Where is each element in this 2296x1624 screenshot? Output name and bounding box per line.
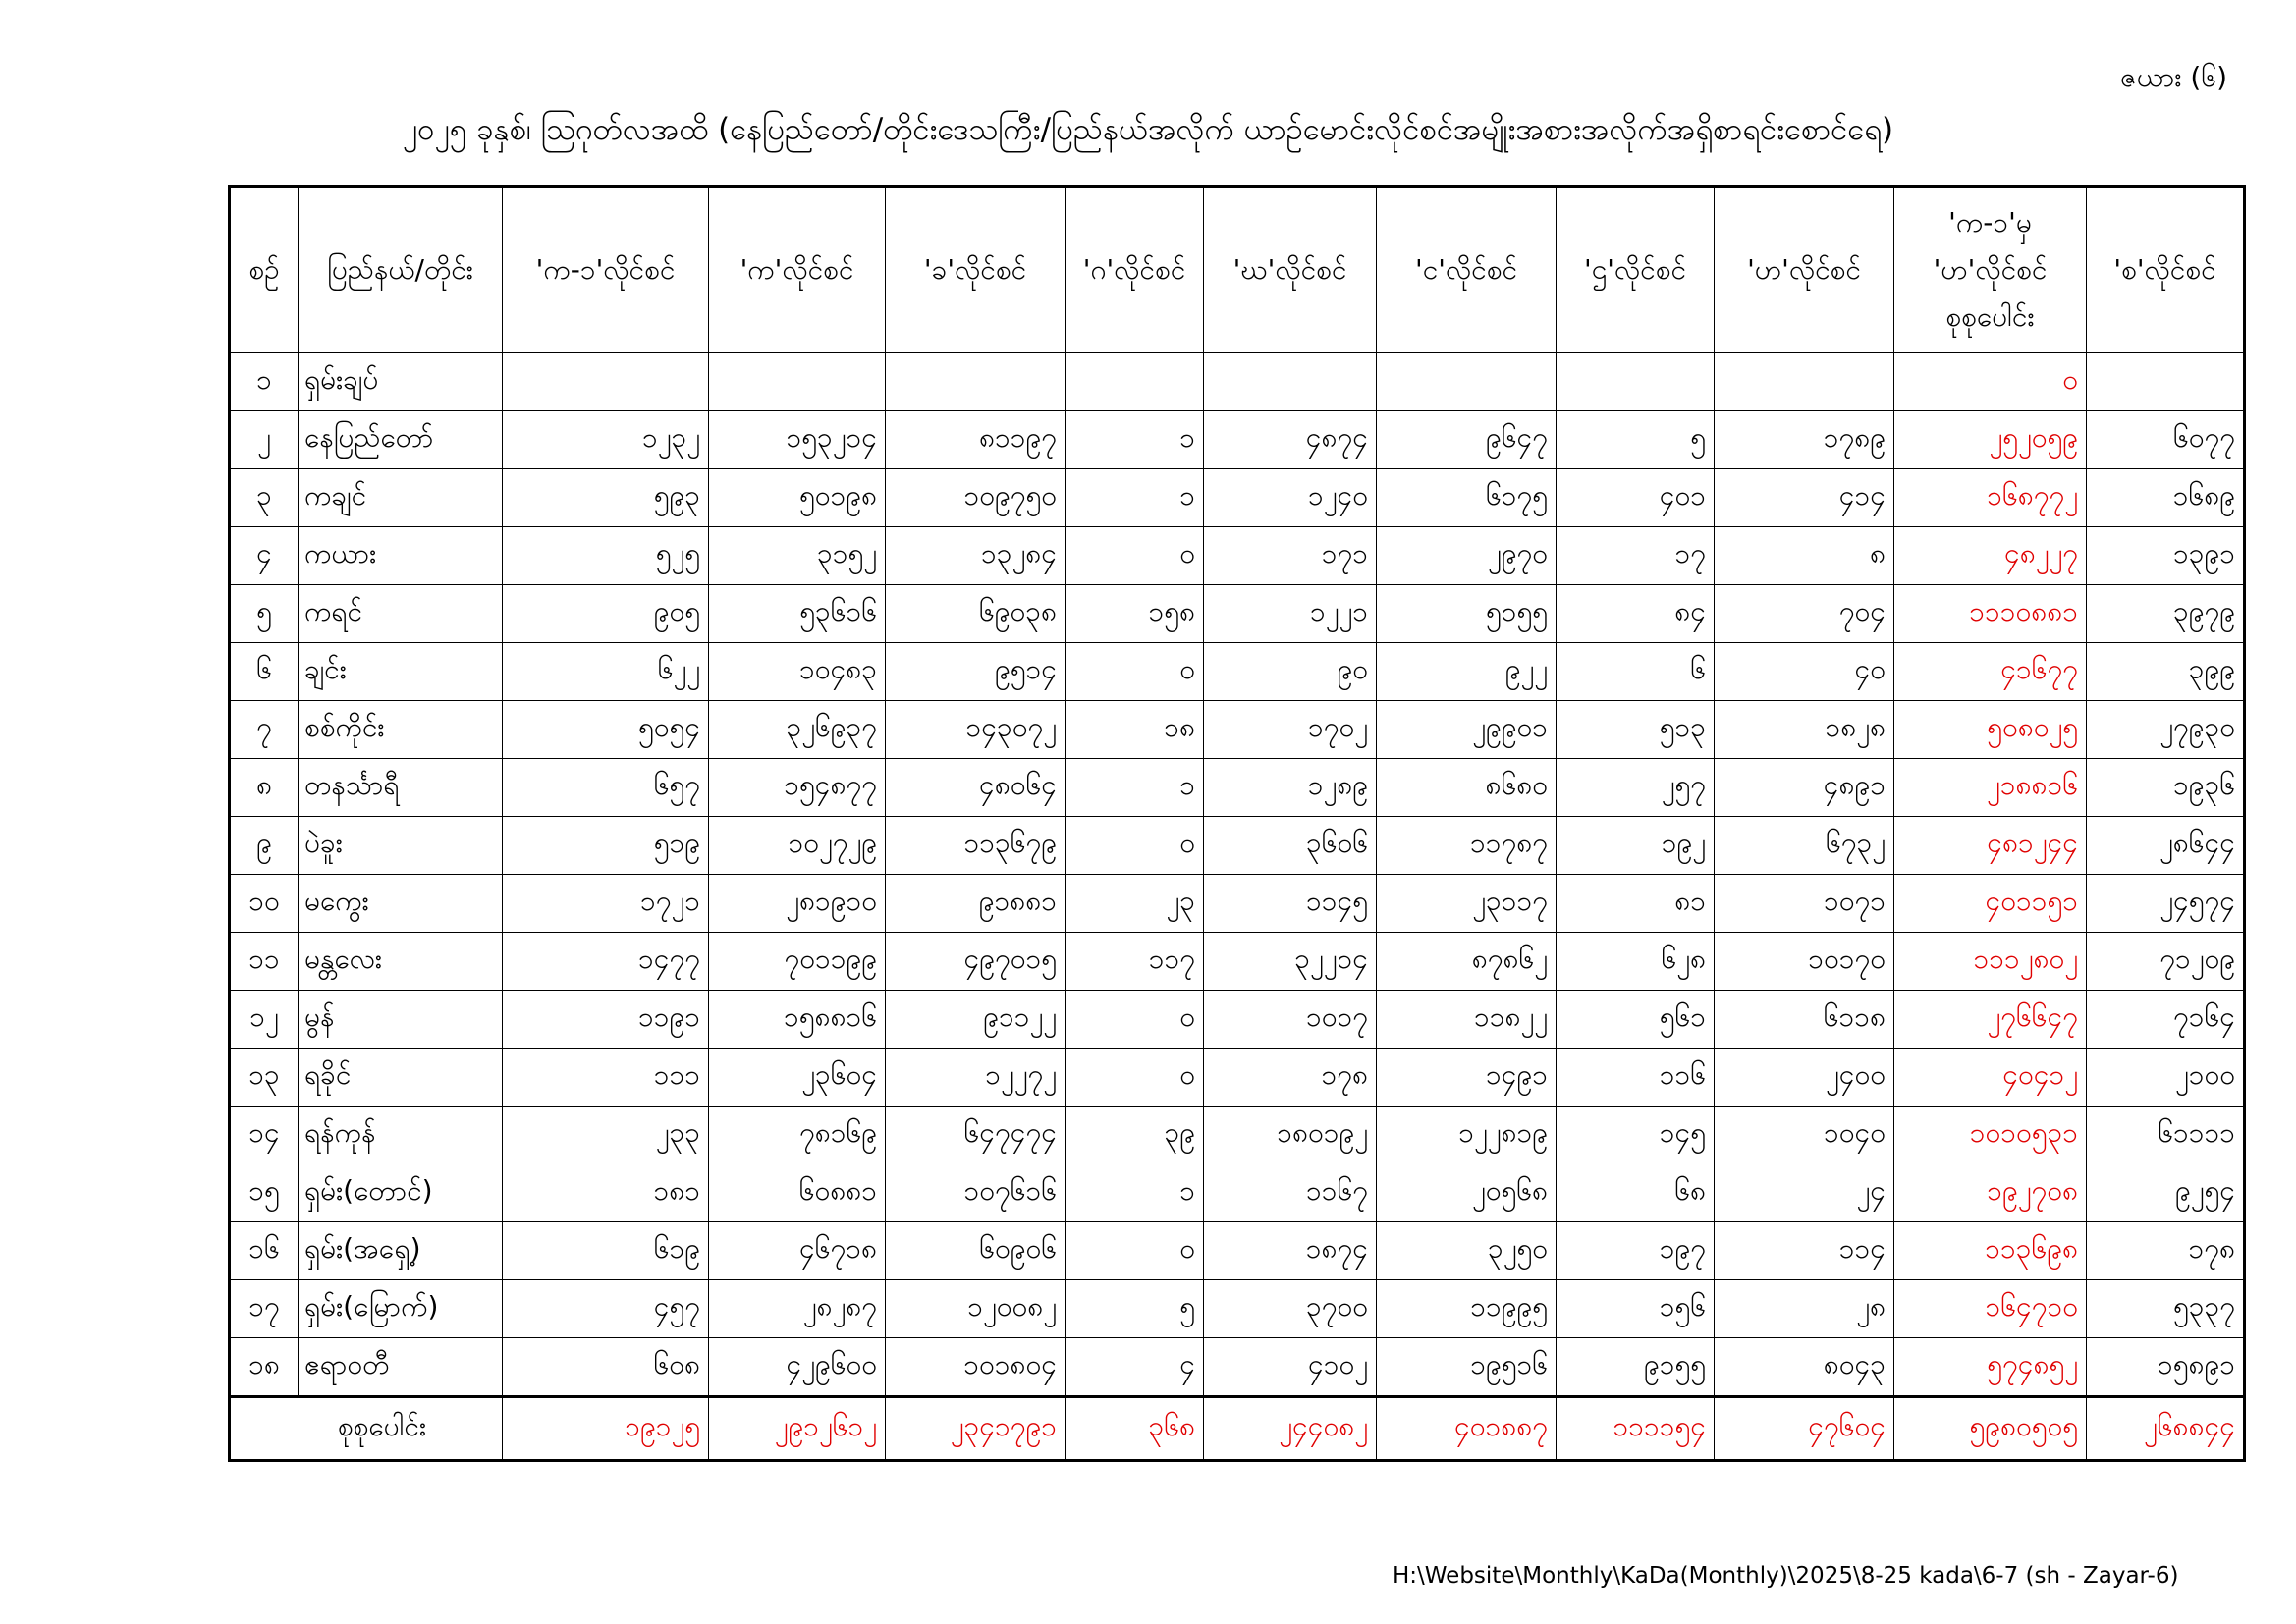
- value-cell: ၄၂၉၆၀၀: [709, 1338, 886, 1397]
- column-header: 'က'လိုင်စင်: [709, 187, 886, 353]
- value-cell: ၄: [1066, 1338, 1204, 1397]
- region-cell: ကရင်: [299, 585, 503, 643]
- value-cell: ၄၈၉၁: [1715, 759, 1894, 817]
- table-row: [230, 411, 2245, 469]
- value-cell: ၁၁၆: [1557, 1049, 1715, 1107]
- value-cell: ၆၄၇၄၇၄: [886, 1107, 1066, 1164]
- value-cell: ၅၀၁၉၈: [709, 469, 886, 527]
- row-total-cell: ၁၁၃၆၉၈: [1894, 1222, 2087, 1280]
- total-row: [230, 1397, 2245, 1461]
- value-cell: ၁: [1066, 411, 1204, 469]
- value-cell: [709, 353, 886, 411]
- value-cell: [503, 353, 709, 411]
- value-cell: ၀: [1066, 1049, 1204, 1107]
- value-cell: ၈၁: [1557, 875, 1715, 933]
- row-total-cell: ၁၆၄၇၁၀: [1894, 1280, 2087, 1338]
- value-cell: ၃၂၆၉၃၇: [709, 701, 886, 759]
- value-cell: ၆၉၀၃၈: [886, 585, 1066, 643]
- value-cell: ၉၁၅၅: [1557, 1338, 1715, 1397]
- license-table: [228, 185, 2246, 1462]
- value-cell: ၄၈၀၆၄: [886, 759, 1066, 817]
- value-cell: ၅၆၁: [1557, 991, 1715, 1049]
- value-cell: ၈၀၄၃: [1715, 1338, 1894, 1397]
- serial-cell: ၁၆: [230, 1222, 299, 1280]
- value-cell: ၁၈၇၄: [1204, 1222, 1377, 1280]
- row-total-cell: ၄၀၁၁၅၁: [1894, 875, 2087, 933]
- serial-cell: ၁၀: [230, 875, 299, 933]
- value-cell: ၁၁၉၉၅: [1377, 1280, 1557, 1338]
- value-cell: ၁၇၈၉: [1715, 411, 1894, 469]
- value-cell: ၉၆၄၇: [1377, 411, 1557, 469]
- value-cell: ၂၄: [1715, 1164, 1894, 1222]
- value-cell: ၁၇၀၂: [1204, 701, 1377, 759]
- value-cell: ၅၃၃၇: [2087, 1280, 2245, 1338]
- value-cell: ၁၇၁: [1204, 527, 1377, 585]
- value-cell: ၁၃၂၈၄: [886, 527, 1066, 585]
- value-cell: ၁၅၈၈၁၆: [709, 991, 886, 1049]
- table-row: [230, 817, 2245, 875]
- value-cell: ၀: [1066, 991, 1204, 1049]
- region-cell: ရှမ်း(တောင်): [299, 1164, 503, 1222]
- column-header: 'ဂ'လိုင်စင်: [1066, 187, 1204, 353]
- serial-cell: ၃: [230, 469, 299, 527]
- value-cell: [1204, 353, 1377, 411]
- region-cell: ချင်း: [299, 643, 503, 701]
- value-cell: ၃၉: [1066, 1107, 1204, 1164]
- value-cell: ၁၈၁: [503, 1164, 709, 1222]
- row-total-cell: ၄၈၁၂၄၄: [1894, 817, 2087, 875]
- value-cell: ၁၀၁၇၀: [1715, 933, 1894, 991]
- serial-cell: ၁၁: [230, 933, 299, 991]
- serial-cell: ၅: [230, 585, 299, 643]
- value-cell: ၁၂၈၉: [1204, 759, 1377, 817]
- value-cell: ၁၀၉၇၅၀: [886, 469, 1066, 527]
- region-cell: နေပြည်တော်: [299, 411, 503, 469]
- table-row: [230, 353, 2245, 411]
- value-cell: ၁၂၂၁: [1204, 585, 1377, 643]
- value-cell: ၂၃၆၀၄: [709, 1049, 886, 1107]
- value-cell: ၀: [1066, 1222, 1204, 1280]
- value-cell: ၂၈၂၈၇: [709, 1280, 886, 1338]
- value-cell: ၁၀၂၇၂၉: [709, 817, 886, 875]
- value-cell: ၁၂၃၂: [503, 411, 709, 469]
- region-cell: ရခိုင်: [299, 1049, 503, 1107]
- value-cell: ၁၅၄၈၇၇: [709, 759, 886, 817]
- value-cell: [1377, 353, 1557, 411]
- value-cell: ၅၀၅၄: [503, 701, 709, 759]
- region-cell: ကချင်: [299, 469, 503, 527]
- value-cell: [2087, 353, 2245, 411]
- serial-cell: ၁၇: [230, 1280, 299, 1338]
- value-cell: ၅: [1557, 411, 1715, 469]
- value-cell: ၅၂၅: [503, 527, 709, 585]
- value-cell: ၆၀၇၇: [2087, 411, 2245, 469]
- region-cell: ရန်ကုန်: [299, 1107, 503, 1164]
- value-cell: ၉၁၁၂၂: [886, 991, 1066, 1049]
- value-cell: ၆၁၉: [503, 1222, 709, 1280]
- column-header: 'ခ'လိုင်စင်: [886, 187, 1066, 353]
- value-cell: ၃၂၅၀: [1377, 1222, 1557, 1280]
- value-cell: ၁၄၉၁: [1377, 1049, 1557, 1107]
- total-value-cell: ၁၁၁၁၅၄: [1557, 1397, 1715, 1461]
- row-total-cell: ၁၉၂၇၀၈: [1894, 1164, 2087, 1222]
- value-cell: ၀: [1066, 527, 1204, 585]
- region-cell: တနင်္သာရီ: [299, 759, 503, 817]
- value-cell: ၃၁၅၂: [709, 527, 886, 585]
- total-value-cell: ၁၉၁၂၅: [503, 1397, 709, 1461]
- row-total-cell: ၁၁၁၂၈၀၂: [1894, 933, 2087, 991]
- serial-cell: ၁၃: [230, 1049, 299, 1107]
- row-total-cell: ၅၇၄၈၅၂: [1894, 1338, 2087, 1397]
- value-cell: ၂၄၅၇၄: [2087, 875, 2245, 933]
- value-cell: ၄၁၄: [1715, 469, 1894, 527]
- value-cell: ၁၅၆: [1557, 1280, 1715, 1338]
- table-row: [230, 1049, 2245, 1107]
- value-cell: ၂၇၉၃၀: [2087, 701, 2245, 759]
- value-cell: ၁၁၃၆၇၉: [886, 817, 1066, 875]
- value-cell: ၁၂၄၀: [1204, 469, 1377, 527]
- value-cell: ၁၈၀၁၉၂: [1204, 1107, 1377, 1164]
- value-cell: ၂၈: [1715, 1280, 1894, 1338]
- value-cell: ၁၀၄၀: [1715, 1107, 1894, 1164]
- total-value-cell: ၂၄၄၀၈၂: [1204, 1397, 1377, 1461]
- region-cell: ပဲခူး: [299, 817, 503, 875]
- value-cell: ၂၈၆၄၄: [2087, 817, 2245, 875]
- serial-cell: ၁: [230, 353, 299, 411]
- table-row: [230, 933, 2245, 991]
- value-cell: [1557, 353, 1715, 411]
- value-cell: ၉၂၂: [1377, 643, 1557, 701]
- row-total-cell: ၄၀၄၁၂: [1894, 1049, 2087, 1107]
- value-cell: ၁၇၂၁: [503, 875, 709, 933]
- value-cell: ၁၂၂၇၂: [886, 1049, 1066, 1107]
- region-cell: မွန်: [299, 991, 503, 1049]
- value-cell: ၁၆၈၉: [2087, 469, 2245, 527]
- value-cell: ၅၁၅၅: [1377, 585, 1557, 643]
- row-total-cell: ၄၁၆၇၇: [1894, 643, 2087, 701]
- value-cell: ၆၀၉၀၆: [886, 1222, 1066, 1280]
- table-row: [230, 1107, 2245, 1164]
- table-row: [230, 1280, 2245, 1338]
- value-cell: ၅၁၃: [1557, 701, 1715, 759]
- table-row: [230, 469, 2245, 527]
- value-cell: ၂၈၁၉၁၀: [709, 875, 886, 933]
- value-cell: ၁၇: [1557, 527, 1715, 585]
- document-title: ၂၀၂၅ ခုနှစ်၊ ဩဂုတ်လအထိ (နေပြည်တော်/တိုင်းဒေသကြီး/ပြည်နယ်အလိုက် ယာဉ်မောင်းလိုင်စင်အမျိုးအစားအလိုက်အရှိစာရင်းစောင်ရေ): [402, 112, 1894, 147]
- value-cell: ၄၆၇၁၈: [709, 1222, 886, 1280]
- value-cell: ၄၉၇၀၁၅: [886, 933, 1066, 991]
- value-cell: ၁၀၇၆၁၆: [886, 1164, 1066, 1222]
- value-cell: ၁၀၁၈၀၄: [886, 1338, 1066, 1397]
- row-total-cell: ၅၀၈၀၂၅: [1894, 701, 2087, 759]
- value-cell: ၇၁၂၀၉: [2087, 933, 2245, 991]
- value-cell: ၁၄၅: [1557, 1107, 1715, 1164]
- row-total-cell: ၁၁၁၀၈၈၁: [1894, 585, 2087, 643]
- total-value-cell: ၄၇၆၀၄: [1715, 1397, 1894, 1461]
- value-cell: ၁၁၄: [1715, 1222, 1894, 1280]
- value-cell: ၁၀၄၈၃: [709, 643, 886, 701]
- value-cell: ၁၇၈: [1204, 1049, 1377, 1107]
- value-cell: ၃၉၇၉: [2087, 585, 2245, 643]
- region-cell: ဧရာဝတီ: [299, 1338, 503, 1397]
- serial-cell: ၆: [230, 643, 299, 701]
- value-cell: ၁၂၀၀၈၂: [886, 1280, 1066, 1338]
- serial-cell: ၉: [230, 817, 299, 875]
- value-cell: ၃၂၂၁၄: [1204, 933, 1377, 991]
- value-cell: ၁: [1066, 1164, 1204, 1222]
- value-cell: ၆၈: [1557, 1164, 1715, 1222]
- column-header: စဉ်: [230, 187, 299, 353]
- value-cell: ၆၀၈: [503, 1338, 709, 1397]
- value-cell: [1715, 353, 1894, 411]
- serial-cell: ၁၈: [230, 1338, 299, 1397]
- value-cell: ၂၉၇၀: [1377, 527, 1557, 585]
- region-cell: ရှမ်း(အရှေ့): [299, 1222, 503, 1280]
- value-cell: [1066, 353, 1204, 411]
- column-header: 'စ'လိုင်စင်: [2087, 187, 2245, 353]
- value-cell: ၁၀၁၇: [1204, 991, 1377, 1049]
- value-cell: ၁: [1066, 469, 1204, 527]
- value-cell: ၉၅၁၄: [886, 643, 1066, 701]
- total-value-cell: ၂၃၄၁၇၉၁: [886, 1397, 1066, 1461]
- value-cell: ၃၉၉: [2087, 643, 2245, 701]
- value-cell: ၁၀၇၁: [1715, 875, 1894, 933]
- value-cell: ၀: [1066, 817, 1204, 875]
- row-total-cell: ၂၁၈၈၁၆: [1894, 759, 2087, 817]
- value-cell: ၄၀: [1715, 643, 1894, 701]
- value-cell: ၁၇၈: [2087, 1222, 2245, 1280]
- value-cell: ၆၇၃၂: [1715, 817, 1894, 875]
- value-cell: ၆၁၁၈: [1715, 991, 1894, 1049]
- row-total-cell: ၁၆၈၇၇၂: [1894, 469, 2087, 527]
- total-value-cell: ၂၉၁၂၆၁၂: [709, 1397, 886, 1461]
- region-cell: မန္တလေး: [299, 933, 503, 991]
- value-cell: ၂၀၅၆၈: [1377, 1164, 1557, 1222]
- value-cell: ၉၀: [1204, 643, 1377, 701]
- file-path-footer: H:\Website\Monthly\KaDa(Monthly)\2025\8-25 kada\6-7 (sh - Zayar-6): [1393, 1563, 2179, 1589]
- table-row: [230, 585, 2245, 643]
- value-cell: ၁၁၇: [1066, 933, 1204, 991]
- row-total-cell: ၂၅၂၀၅၉: [1894, 411, 2087, 469]
- value-cell: ၁၈: [1066, 701, 1204, 759]
- region-cell: ရှမ်းချပ်: [299, 353, 503, 411]
- serial-cell: ၄: [230, 527, 299, 585]
- value-cell: ၄၁၀၂: [1204, 1338, 1377, 1397]
- table-row: [230, 701, 2245, 759]
- value-cell: ၅၉၃: [503, 469, 709, 527]
- value-cell: ၇၈၁၆၉: [709, 1107, 886, 1164]
- value-cell: ၄၀၁: [1557, 469, 1715, 527]
- value-cell: ၁၁၈၂၂: [1377, 991, 1557, 1049]
- value-cell: ၆၁၁၁၁: [2087, 1107, 2245, 1164]
- total-value-cell: ၃၆၈: [1066, 1397, 1204, 1461]
- value-cell: ၆၂၈: [1557, 933, 1715, 991]
- value-cell: ၅: [1066, 1280, 1204, 1338]
- value-cell: ၂၄၀၀: [1715, 1049, 1894, 1107]
- value-cell: ၄၈၇၄: [1204, 411, 1377, 469]
- value-cell: ၁၅၈၉၁: [2087, 1338, 2245, 1397]
- value-cell: ၂၁၀၀: [2087, 1049, 2245, 1107]
- column-header: 'က-၁'မှ 'ဟ'လိုင်စင် စုစုပေါင်း: [1894, 187, 2087, 353]
- value-cell: ၁၈၂၈: [1715, 701, 1894, 759]
- table-row: [230, 1338, 2245, 1397]
- value-cell: ၉၂၅၄: [2087, 1164, 2245, 1222]
- column-header: 'ဌ'လိုင်စင်: [1557, 187, 1715, 353]
- value-cell: ၉၀၅: [503, 585, 709, 643]
- value-cell: ၁၅၈: [1066, 585, 1204, 643]
- row-total-cell: ၁၀၁၀၅၃၁: [1894, 1107, 2087, 1164]
- value-cell: ၂၉၉၀၁: [1377, 701, 1557, 759]
- value-cell: ၁၉၂: [1557, 817, 1715, 875]
- value-cell: ၁၉၃၆: [2087, 759, 2245, 817]
- value-cell: ၆၅၇: [503, 759, 709, 817]
- table-row: [230, 875, 2245, 933]
- total-label: စုစုပေါင်း: [230, 1397, 503, 1461]
- value-cell: ၈: [1715, 527, 1894, 585]
- row-total-cell: ၀: [1894, 353, 2087, 411]
- region-cell: ကယား: [299, 527, 503, 585]
- column-header: 'င'လိုင်စင်: [1377, 187, 1557, 353]
- value-cell: ၃၇၀၀: [1204, 1280, 1377, 1338]
- value-cell: ၁၁၉၁: [503, 991, 709, 1049]
- value-cell: ၁: [1066, 759, 1204, 817]
- column-header: 'ဃ'လိုင်စင်: [1204, 187, 1377, 353]
- total-value-cell: ၄၀၁၈၈၇: [1377, 1397, 1557, 1461]
- value-cell: ၈၄: [1557, 585, 1715, 643]
- value-cell: ၁၄၃၀၇၂: [886, 701, 1066, 759]
- value-cell: ၁၉၅၁၆: [1377, 1338, 1557, 1397]
- value-cell: ၂၃၃: [503, 1107, 709, 1164]
- value-cell: ၆၀၈၈၁: [709, 1164, 886, 1222]
- value-cell: ၁၄၇၇: [503, 933, 709, 991]
- value-cell: ၁၉၇: [1557, 1222, 1715, 1280]
- value-cell: ၁၁၄၅: [1204, 875, 1377, 933]
- value-cell: [886, 353, 1066, 411]
- table-row: [230, 759, 2245, 817]
- row-total-cell: ၂၇၆၆၄၇: [1894, 991, 2087, 1049]
- table-row: [230, 527, 2245, 585]
- value-cell: ၇၁၆၄: [2087, 991, 2245, 1049]
- total-value-cell: ၅၉၈၀၅၀၅: [1894, 1397, 2087, 1461]
- serial-cell: ၂: [230, 411, 299, 469]
- value-cell: ၁၅၃၂၁၄: [709, 411, 886, 469]
- serial-cell: ၁၅: [230, 1164, 299, 1222]
- value-cell: ၆၁၇၅: [1377, 469, 1557, 527]
- row-total-cell: ၄၈၂၂၇: [1894, 527, 2087, 585]
- column-header: 'က-၁'လိုင်စင်: [503, 187, 709, 353]
- value-cell: ၉၁၈၈၁: [886, 875, 1066, 933]
- value-cell: ၆: [1557, 643, 1715, 701]
- region-cell: မကွေး: [299, 875, 503, 933]
- value-cell: ၂၅၇: [1557, 759, 1715, 817]
- table-row: [230, 1222, 2245, 1280]
- value-cell: ၁၁၇၈၇: [1377, 817, 1557, 875]
- total-value-cell: ၂၆၈၈၄၄: [2087, 1397, 2245, 1461]
- value-cell: ၄၅၇: [503, 1280, 709, 1338]
- table-row: [230, 1164, 2245, 1222]
- value-cell: ၁၁၆၇: [1204, 1164, 1377, 1222]
- serial-cell: ၁၄: [230, 1107, 299, 1164]
- value-cell: ၇၀၄: [1715, 585, 1894, 643]
- value-cell: ၅၃၆၁၆: [709, 585, 886, 643]
- column-header: 'ဟ'လိုင်စင်: [1715, 187, 1894, 353]
- serial-cell: ၇: [230, 701, 299, 759]
- value-cell: ၇၀၁၁၉၉: [709, 933, 886, 991]
- value-cell: ၁၃၉၁: [2087, 527, 2245, 585]
- region-cell: ရှမ်း(မြောက်): [299, 1280, 503, 1338]
- value-cell: ၈၇၈၆၂: [1377, 933, 1557, 991]
- table-header-row: [230, 187, 2245, 353]
- serial-cell: ၈: [230, 759, 299, 817]
- value-cell: ၈၁၁၉၇: [886, 411, 1066, 469]
- value-cell: ၁၁၁: [503, 1049, 709, 1107]
- value-cell: ၂၃: [1066, 875, 1204, 933]
- column-header: ပြည်နယ်/တိုင်း: [299, 187, 503, 353]
- value-cell: ၀: [1066, 643, 1204, 701]
- region-cell: စစ်ကိုင်း: [299, 701, 503, 759]
- page-label: ဇယား (၆): [2120, 61, 2227, 93]
- table-row: [230, 991, 2245, 1049]
- value-cell: ၅၁၉: [503, 817, 709, 875]
- value-cell: ၃၆၀၆: [1204, 817, 1377, 875]
- value-cell: ၁၂၂၈၁၉: [1377, 1107, 1557, 1164]
- value-cell: ၂၃၁၁၇: [1377, 875, 1557, 933]
- table-row: [230, 643, 2245, 701]
- value-cell: ၆၂၂: [503, 643, 709, 701]
- serial-cell: ၁၂: [230, 991, 299, 1049]
- value-cell: ၈၆၈၀: [1377, 759, 1557, 817]
